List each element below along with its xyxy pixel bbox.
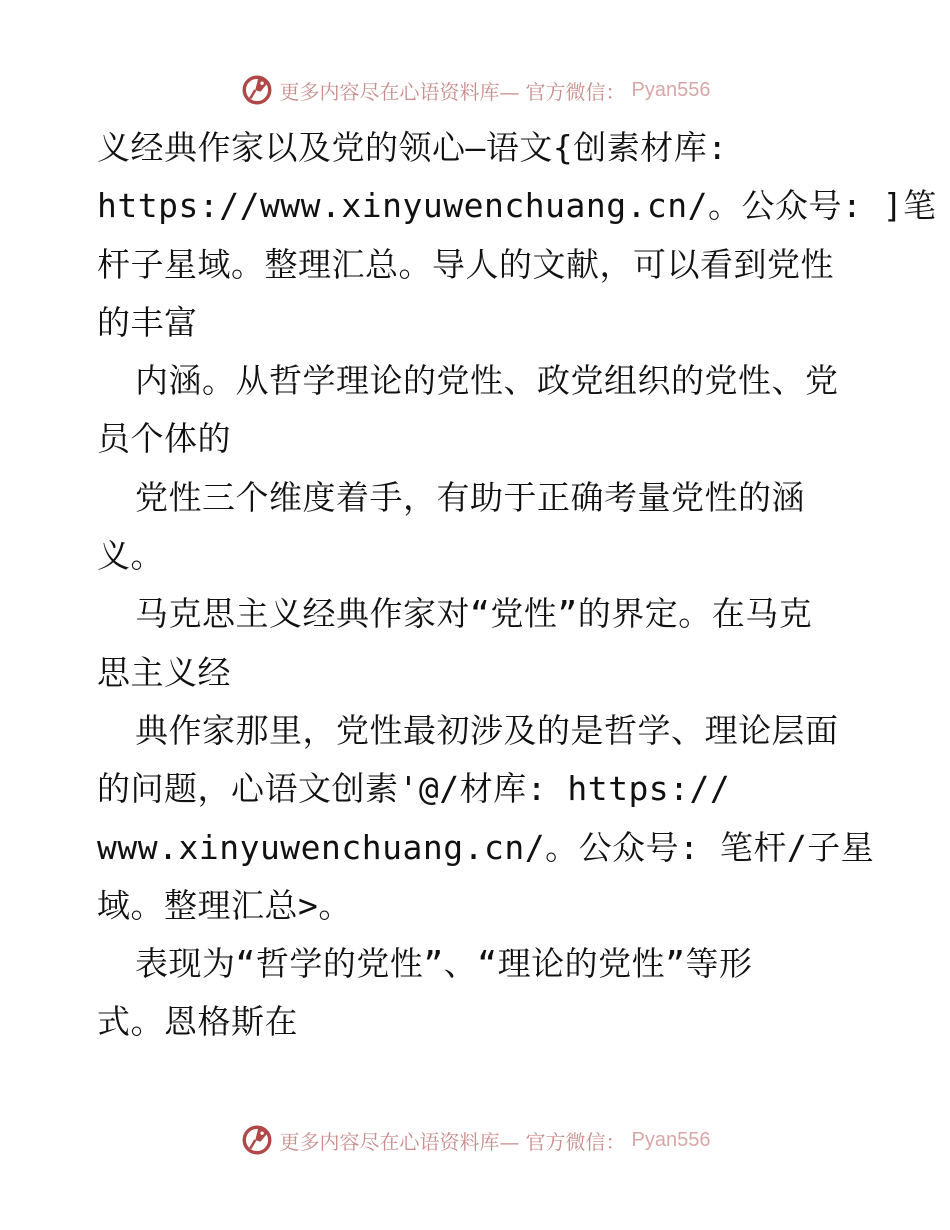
document-body (97, 119, 937, 1052)
text-line: 思主义经 (97, 652, 231, 692)
text-line: 式。恩格斯在 (97, 1002, 298, 1042)
banner-wechat-label: 官方微信： (525, 1129, 626, 1154)
text-line: 域。整理汇总>。 (97, 885, 352, 925)
banner-wechat-id: Pyan556 (631, 78, 711, 101)
text-line: 员个体的 (97, 419, 231, 459)
paragraph-line: 党性三个维度着手，有助于正确考量党性的涵 (135, 477, 805, 517)
banner-site-text: 更多内容尽在心语资料库— (279, 1129, 520, 1154)
pen-nib-logo-icon (240, 1123, 274, 1157)
footer-banner (0, 1120, 950, 1160)
banner-wechat-label: 官方微信： (525, 79, 626, 104)
banner-wechat-id: Pyan556 (631, 1128, 711, 1151)
text-line: 的丰富 (97, 302, 198, 342)
text-line: https://www.xinyuwenchuang.cn/。公众号: ]笔 (97, 186, 937, 226)
paragraph-line: 马克思主义经典作家对“党性”的界定。在马克 (135, 594, 813, 634)
text-line: 的问题，心语文创素'@/材库: https:// (97, 769, 731, 809)
text-line: 义经典作家以及党的领心—语文{创素材库: (97, 128, 728, 167)
text-line: www.xinyuwenchuang.cn/。公众号: 笔杆/子星 (97, 827, 875, 867)
paragraph-line: 典作家那里，党性最初涉及的是哲学、理论层面 (135, 710, 839, 750)
text-line: 杆子星域。整理汇总。导人的文献，可以看到党性 (97, 244, 834, 284)
paragraph-line: 内涵。从哲学理论的党性、政党组织的党性、党 (135, 361, 839, 401)
pen-nib-logo-icon (240, 73, 274, 107)
paragraph-line: 表现为“哲学的党性”、“理论的党性”等形 (135, 944, 753, 984)
header-banner (0, 70, 950, 110)
text-line: 义。 (97, 536, 164, 576)
banner-site-text: 更多内容尽在心语资料库— (279, 79, 520, 104)
